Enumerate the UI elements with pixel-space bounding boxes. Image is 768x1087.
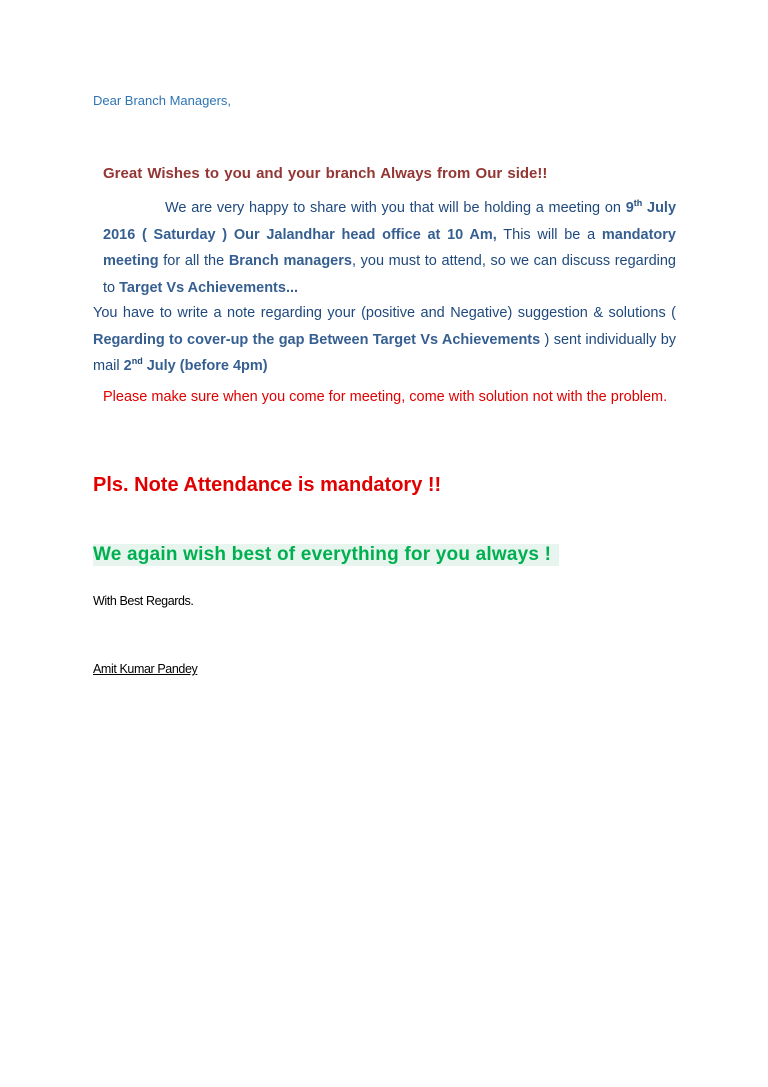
meeting-text-3: for all the bbox=[158, 253, 229, 269]
closing-wish: We again wish best of everything for you always ! bbox=[93, 544, 559, 566]
deadline-day-suffix: nd bbox=[131, 356, 143, 366]
meeting-day: 9 bbox=[625, 200, 634, 216]
meeting-text-4: , you must to attend, so we can discuss regarding to bbox=[103, 253, 676, 296]
salutation: Dear Branch Managers, bbox=[93, 93, 232, 108]
note-text-2: ) sent individually by mail bbox=[93, 331, 677, 374]
wishes-heading: Great Wishes to you and your branch Always from Our side!! bbox=[103, 165, 548, 182]
branch-managers: Branch managers bbox=[228, 253, 352, 269]
attendance-note: Pls. Note Attendance is mandatory !! bbox=[93, 474, 442, 496]
gap-topic: Regarding to cover-up the gap Between Target Vs Achievements bbox=[93, 331, 541, 348]
note-paragraph bbox=[93, 300, 676, 380]
meeting-paragraph bbox=[103, 195, 676, 301]
reminder-paragraph: Please make sure when you come for meeting, come with solution not with the problem. bbox=[103, 389, 668, 405]
deadline: July (before 4pm) bbox=[142, 358, 268, 374]
regards: With Best Regards. bbox=[93, 594, 194, 608]
mandatory-meeting: mandatory meeting bbox=[103, 226, 676, 269]
target-vs-achievements: Target Vs Achievements... bbox=[119, 279, 299, 296]
meeting-text-1: We are very happy to share with you that will be holding a meeting on bbox=[165, 200, 626, 216]
signature-name: Amit Kumar Pandey bbox=[93, 662, 198, 676]
meeting-date-location: July 2016 ( Saturday ) Our Jalandhar head office at 10 Am, bbox=[103, 200, 677, 243]
meeting-day-suffix: th bbox=[633, 198, 643, 208]
meeting-text-2: This will be a bbox=[496, 226, 602, 243]
deadline-day: 2 bbox=[123, 358, 132, 374]
note-text-1: You have to write a note regarding your (positive and Negative) suggestion & solutions ( bbox=[93, 305, 676, 321]
